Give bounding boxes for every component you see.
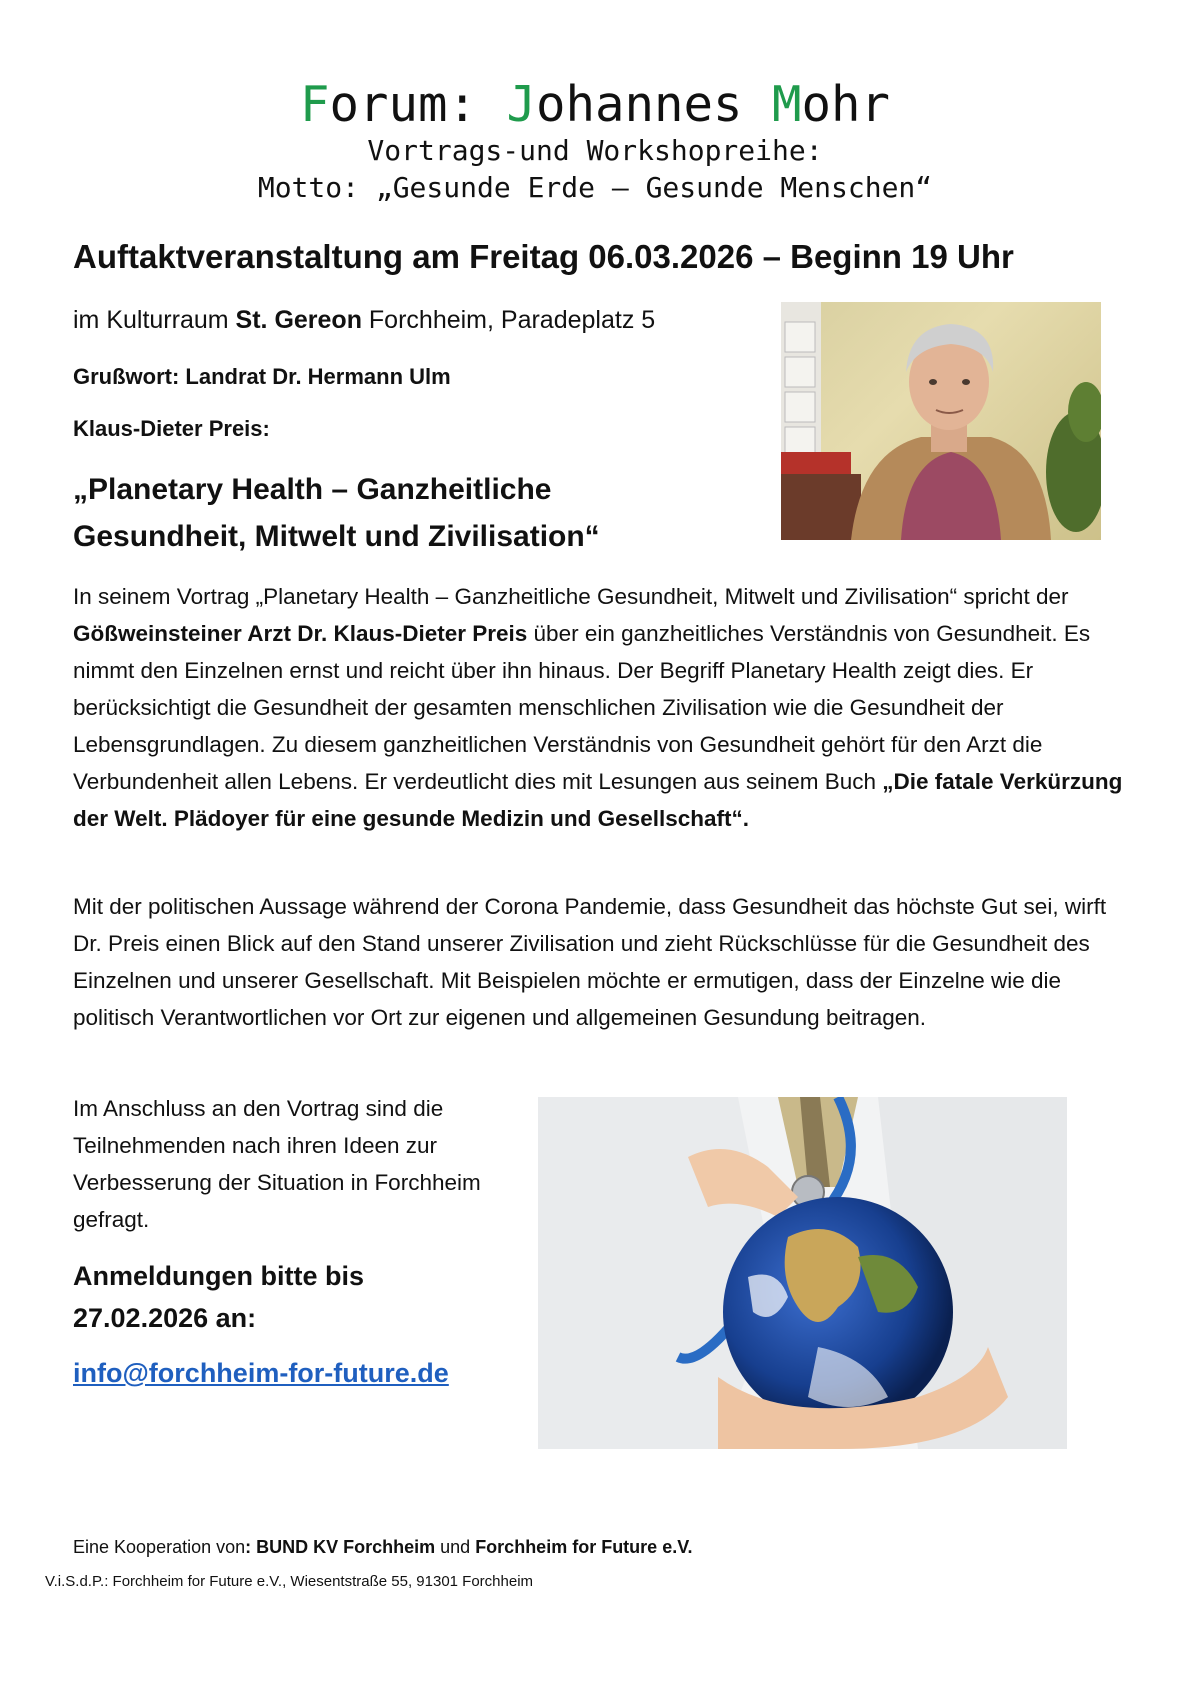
talk-title-line: Gesundheit, Mitwelt und Zivilisation“ xyxy=(73,520,600,553)
venue-address: Forchheim, Paradeplatz 5 xyxy=(361,306,656,334)
title-part: orum: xyxy=(329,76,507,133)
title-initial-f: F xyxy=(299,76,330,133)
title-initial-m: M xyxy=(772,76,802,133)
speaker-photo xyxy=(781,302,1101,540)
title-part: ohannes xyxy=(536,76,773,133)
motto: Motto: „Gesunde Erde – Gesunde Menschen“ xyxy=(257,171,933,204)
series-subtitle: Vortrags-und Workshopreihe: xyxy=(367,134,823,167)
registration-line: Anmeldungen bitte bis xyxy=(73,1261,365,1291)
venue-name: St. Gereon xyxy=(235,306,362,334)
book-title: „Die fatale Verkürzung der Welt. Plädoyer für eine gesunde Medizin und Gesellschaft“. xyxy=(73,769,1123,831)
event-headline: Auftaktveranstaltung am Freitag 06.03.2026 – Beginn 19 Uhr xyxy=(73,238,1014,275)
greeting: Grußwort: Landrat Dr. Hermann Ulm xyxy=(73,364,451,389)
venue-prefix: im Kulturraum xyxy=(73,306,236,334)
registration-email-link[interactable]: info@forchheim-for-future.de xyxy=(73,1358,449,1388)
talk-title-line: „Planetary Health – Ganzheitliche xyxy=(73,473,552,506)
partner-bund: : BUND KV Forchheim xyxy=(245,1537,436,1557)
speaker-name: Klaus-Dieter Preis: xyxy=(73,416,270,441)
talk-title xyxy=(73,466,713,560)
text-run: Eine Kooperation von xyxy=(73,1537,246,1557)
speaker-highlight: Gößweinsteiner Arzt Dr. Klaus-Dieter Preis xyxy=(73,621,528,646)
text-run: und xyxy=(435,1537,476,1557)
partner-forchheim-for-future: Forchheim for Future e.V. xyxy=(475,1537,693,1557)
text-run: In seinem Vortrag „Planetary Health – Ganzheitliche Gesundheit, Mitwelt und Zivilisation“ spricht der xyxy=(73,584,1069,609)
title-initial-j: J xyxy=(506,76,536,133)
registration-deadline xyxy=(73,1255,533,1339)
venue xyxy=(73,303,655,337)
speaker-photo-illustration xyxy=(781,302,1101,540)
page-title xyxy=(0,76,1190,134)
talk-context: Mit der politischen Aussage während der Corona Pandemie, dass Gesundheit das höchste Gut sei, wirft Dr. Preis einen Blick auf den Stand unserer Zivilisation und zieht Rückschlüsse für die Gesundheit des Einzelnen und unserer Gesellschaft. Mit Beispielen möchte er ermutigen, dass der Einzelne wie die politisch Verantwortlichen vor Ort zur eigenen und allgemeinen Gesundung beitragen. xyxy=(73,894,1107,1030)
cooperation-note xyxy=(73,1537,693,1558)
globe-photo-illustration xyxy=(538,1097,1067,1449)
registration-line: 27.02.2026 an: xyxy=(73,1303,257,1333)
globe-stethoscope-photo xyxy=(538,1097,1067,1449)
title-part: ohr xyxy=(801,76,891,133)
talk-description xyxy=(73,578,1133,837)
text-run: über ein ganzheitliches Verständnis von Gesundheit. Es nimmt den Einzelnen ernst und reicht über ihn hinaus. Der Begriff Planetary Health zeigt dies. Er berücksichtigt die Gesundheit der gesamten menschlichen Zivilisation wie die Gesundheit der Lebensgrundlagen. Zu diesem ganzheitlichen Verständnis von Gesundheit gehört für den Arzt die Verbundenheit allen Lebens. Er verdeutlicht dies mit Lesungen aus seinem Buch xyxy=(73,621,1091,794)
imprint: V.i.S.d.P.: Forchheim for Future e.V., Wiesentstraße 55, 91301 Forchheim xyxy=(45,1573,534,1590)
workshop-info: Im Anschluss an den Vortrag sind die Teilnehmenden nach ihren Ideen zur Verbesserung der Situation in Forchheim gefragt. xyxy=(73,1096,481,1232)
